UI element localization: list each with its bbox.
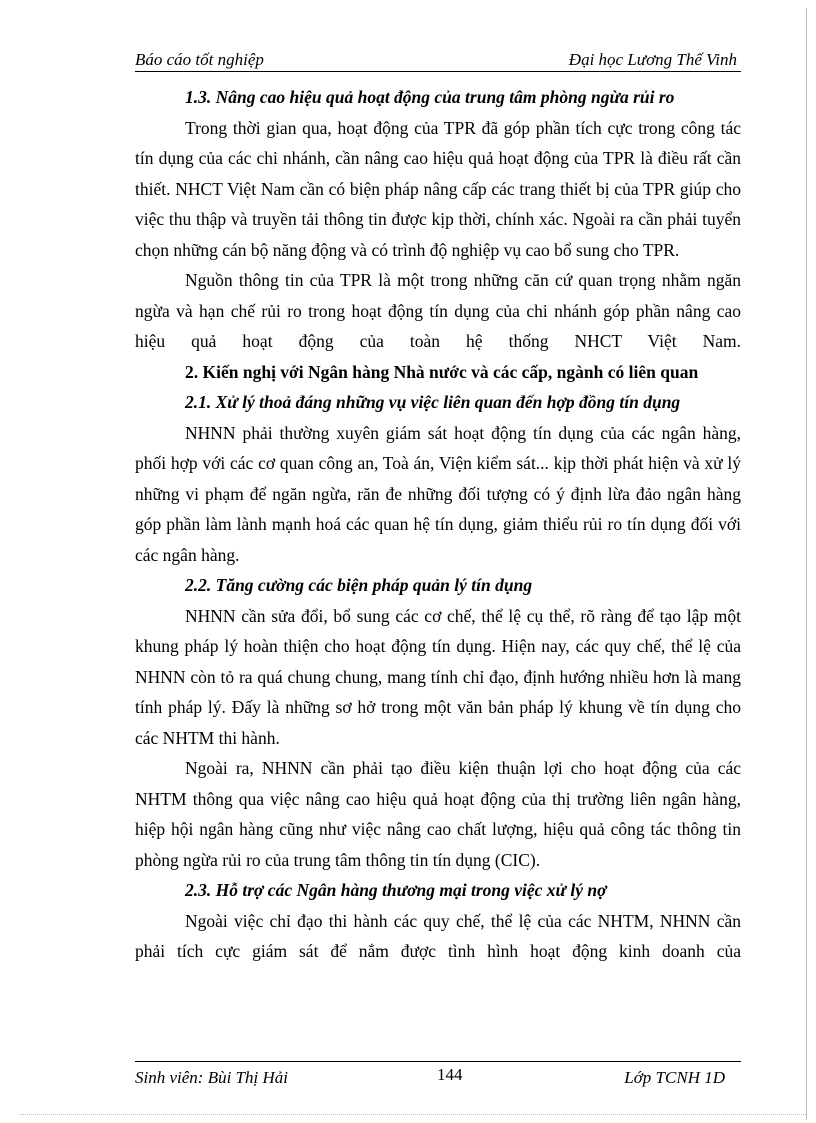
paragraph-nhnn-supervision: NHNN phải thường xuyên giám sát hoạt động tín dụng của các ngân hàng, phối hợp với các cơ quan công an, Toà án, Viện kiểm sát... kịp thời phát hiện và xử lý những vi phạm để ngăn ngừa, răn đe những đối tượng có ý định lừa đảo ngân hàng góp phần làm lành mạnh hoá các quan hệ tín dụng, giảm thiểu rủi ro tín dụng đối với các ngân hàng. xyxy=(135,422,741,565)
heading-2-1: 2.1. Xử lý thoả đáng những vụ việc liên quan đến hợp đồng tín dụng xyxy=(185,392,681,412)
paragraph-debt-handling: Ngoài việc chỉ đạo thi hành các quy chế, thể lệ của các NHTM, NHNN cần phải tích cực giám sát để nắm được tình hình hoạt động kinh doanh của xyxy=(135,910,741,961)
paragraph-nhnn-conditions: Ngoài ra, NHNN cần phải tạo điều kiện thuận lợi cho hoạt động của các NHTM thông qua việc nâng cao hiệu quả hoạt động của thị trường liên ngân hàng, hiệp hội ngân hàng cũng như việc nâng cao chất lượng, hiệu quả công tác thông tin phòng ngừa rủi ro của trung tâm thông tin tín dụng (CIC). xyxy=(135,758,741,870)
heading-2-2: 2.2. Tăng cường các biện pháp quản lý tín dụng xyxy=(185,575,533,595)
footer-student-name: Sinh viên: Bùi Thị Hải xyxy=(135,1068,288,1087)
header-university: Đại học Lương Thế Vinh xyxy=(568,50,737,69)
heading-1-3: 1.3. Nâng cao hiệu quả hoạt động của trung tâm phòng ngừa rủi ro xyxy=(185,87,675,107)
page-footer xyxy=(135,1065,741,1092)
page-border-bottom xyxy=(20,1114,806,1116)
document-body xyxy=(135,82,741,967)
header-report-title: Báo cáo tốt nghiệp xyxy=(135,50,264,69)
header-divider xyxy=(135,71,741,72)
page-number: 144 xyxy=(437,1065,463,1084)
paragraph-tpr-information: Nguồn thông tin của TPR là một trong những căn cứ quan trọng nhằm ngăn ngừa và hạn chế rủi ro trong hoạt động tín dụng của chi nhánh góp phần nâng cao hiệu quả hoạt động của toàn hệ thống NHCT Việt Nam. xyxy=(135,270,741,351)
paragraph-nhnn-regulations: NHNN cần sửa đổi, bổ sung các cơ chế, thể lệ cụ thể, rõ ràng để tạo lập một khung pháp lý hoàn thiện cho hoạt động tín dụng. Hiện nay, các quy chế, thể lệ của NHNN còn tỏ ra quá chung chung, mang tính chỉ đạo, định hướng nhiều hơn là mang tính pháp lý. Đấy là những sơ hở trong một văn bản pháp lý khung về tín dụng cho các NHTM thi hành. xyxy=(135,605,741,748)
paragraph-tpr-efficiency: Trong thời gian qua, hoạt động của TPR đã góp phần tích cực trong công tác tín dụng của các chi nhánh, cần nâng cao hiệu quả hoạt động của TPR là điều rất cần thiết. NHCT Việt Nam cần có biện pháp nâng cấp các trang thiết bị của TPR giúp cho việc thu thập và truyền tải thông tin được kịp thời, chính xác. Ngoài ra cần phải tuyển chọn những cán bộ năng động và có trình độ nghiệp vụ cao bổ sung cho TPR. xyxy=(135,117,741,260)
footer-divider xyxy=(135,1061,741,1062)
footer-class: Lớp TCNH 1D xyxy=(624,1068,725,1087)
heading-2-3: 2.3. Hỗ trợ các Ngân hàng thương mại trong việc xử lý nợ xyxy=(185,880,607,900)
page-border-right xyxy=(806,8,807,1120)
heading-2: 2. Kiến nghị với Ngân hàng Nhà nước và các cấp, ngành có liên quan xyxy=(185,361,699,382)
